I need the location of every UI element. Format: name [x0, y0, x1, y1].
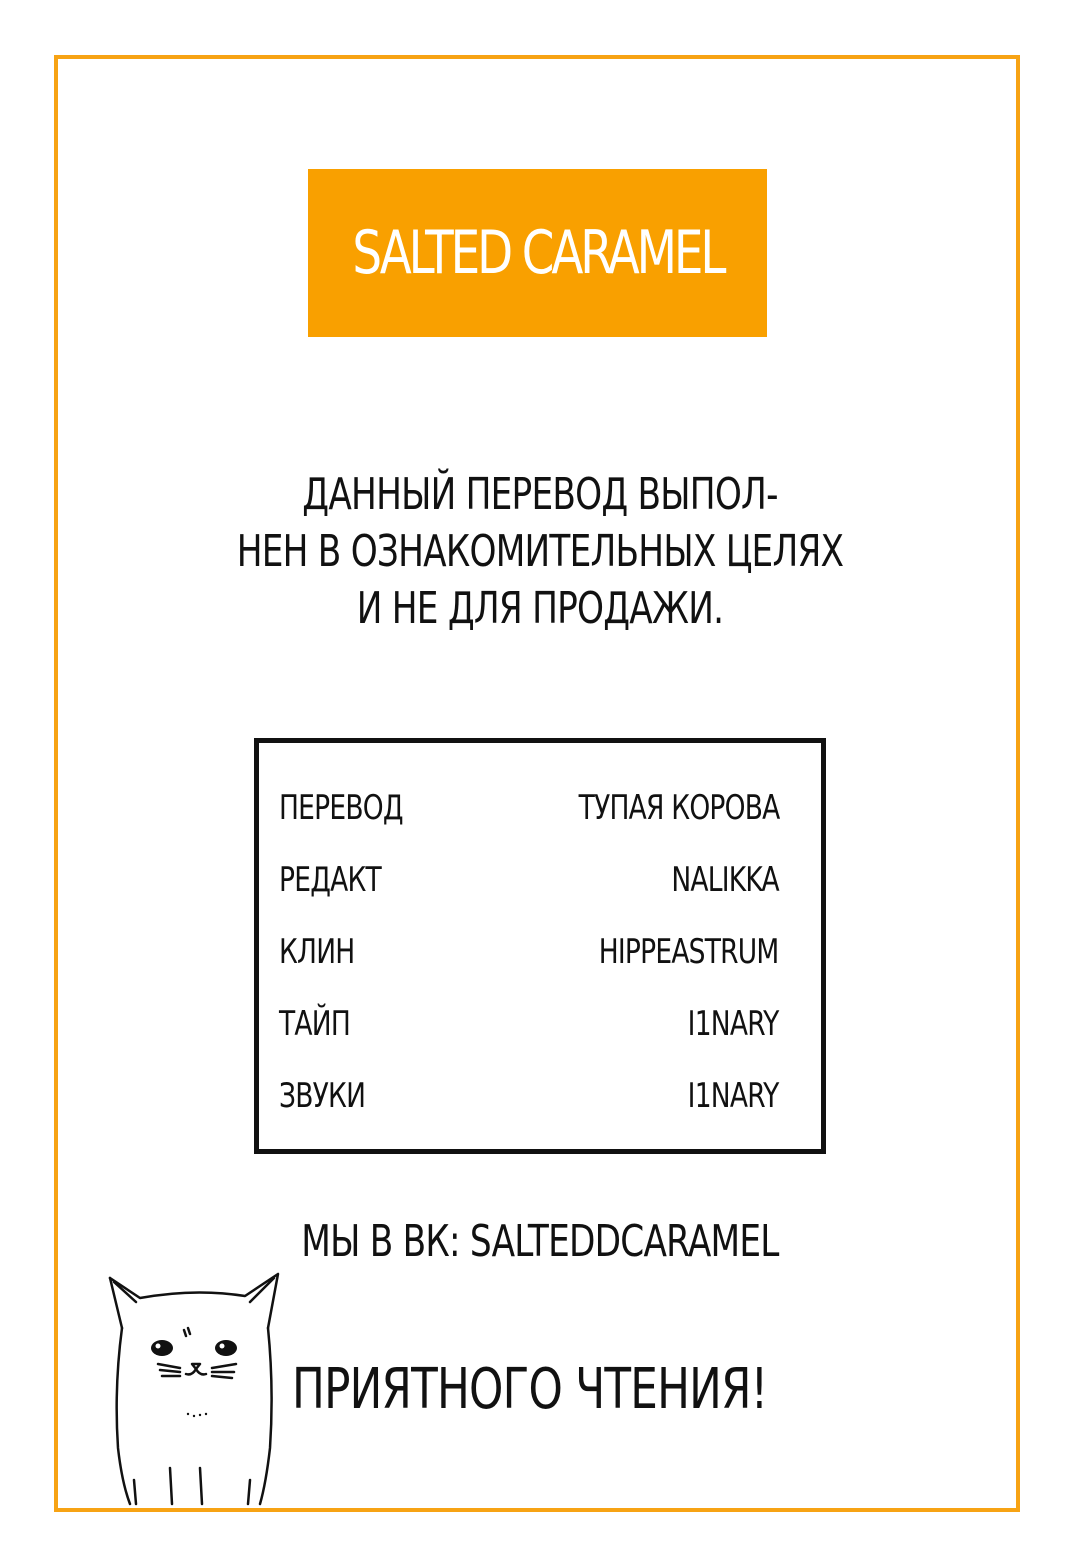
credit-role: ТАЙП	[279, 1004, 351, 1044]
credit-row	[259, 855, 821, 905]
title-banner	[308, 169, 767, 337]
credit-role: КЛИН	[279, 932, 355, 972]
credit-row	[259, 1071, 821, 1121]
disclaimer-line: И НЕ ДЛЯ ПРОДАЖИ.	[356, 583, 724, 634]
credit-row	[259, 927, 821, 977]
disclaimer	[120, 466, 960, 637]
page-title: SALTED CARAMEL	[352, 218, 723, 288]
credit-role: РЕДАКТ	[279, 860, 381, 900]
credit-row	[259, 783, 821, 833]
credit-role: ЗВУКИ	[279, 1076, 366, 1116]
credit-role: ПЕРЕВОД	[279, 788, 403, 828]
disclaimer-line: НЕН В ОЗНАКОМИТЕЛЬНЫХ ЦЕЛЯХ	[236, 526, 844, 577]
credits-box	[254, 738, 826, 1154]
credit-name: I1NARY	[688, 1076, 779, 1116]
credit-name: NALIKKA	[671, 860, 779, 900]
vk-label: МЫ В ВК: SALTEDDCARAMEL	[301, 1216, 779, 1267]
credit-row	[259, 999, 821, 1049]
credit-name: I1NARY	[688, 1004, 779, 1044]
disclaimer-line: ДАННЫЙ ПЕРЕВОД ВЫПОЛ-	[302, 469, 778, 520]
credit-name: ТУПАЯ КОРОВА	[578, 788, 779, 828]
cat-icon	[100, 1268, 290, 1510]
vk-link-text	[180, 1210, 900, 1274]
greeting-text: ПРИЯТНОГО ЧТЕНИЯ!	[292, 1357, 768, 1422]
credit-name: HIPPEASTRUM	[599, 932, 779, 972]
